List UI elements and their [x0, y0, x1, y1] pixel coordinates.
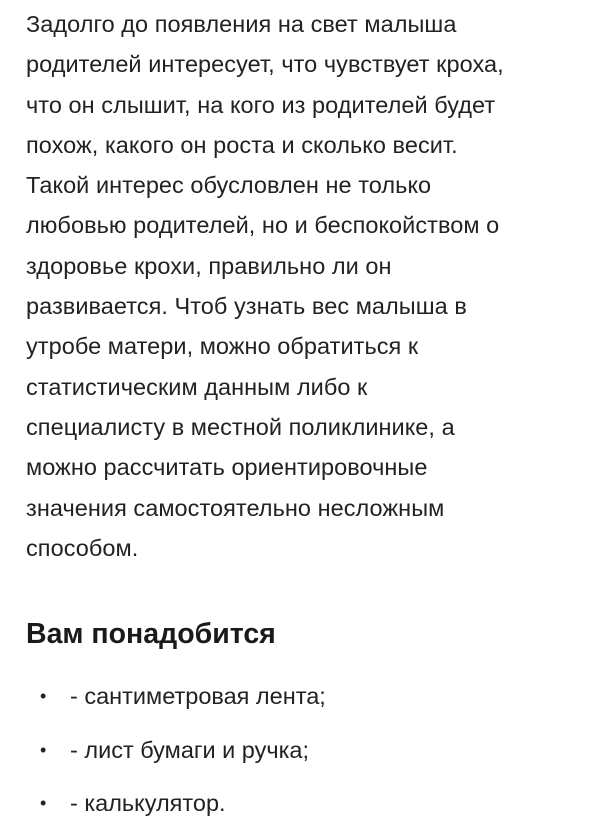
intro-line: родителей интересует, что чувствует кроха, — [26, 51, 504, 78]
intro-line: утробе матери, можно обратиться к — [26, 333, 419, 360]
intro-line: можно рассчитать ориентировочные — [26, 454, 428, 481]
intro-line: значения самостоятельно несложным — [26, 494, 445, 521]
intro-line: любовью родителей, но и беспокойством о — [26, 212, 500, 239]
bullet-icon: • — [40, 793, 47, 814]
intro-line: Такой интерес обусловлен не только — [26, 172, 432, 199]
intro-line: Задолго до появления на свет малыша — [26, 11, 457, 37]
intro-line: способом. — [26, 534, 139, 561]
intro-line: что он слышит, на кого из родителей будет — [26, 91, 496, 118]
list-item-text: - калькулятор. — [70, 790, 226, 817]
list-item — [26, 730, 574, 784]
intro-line: здоровье крохи, правильно ли он — [26, 252, 392, 279]
needs-list — [26, 676, 574, 837]
intro-line: похож, какого он роста и сколько весит. — [26, 131, 458, 158]
list-item-text: - лист бумаги и ручка; — [70, 736, 309, 763]
bullet-icon: • — [40, 686, 47, 707]
section-title: Вам понадобится — [26, 618, 276, 651]
list-item — [26, 783, 574, 837]
intro-line: статистическим данным либо к — [26, 373, 368, 400]
bullet-icon: • — [40, 739, 47, 760]
intro-line: специалисту в местной поликлинике, а — [26, 413, 455, 440]
list-item — [26, 676, 574, 730]
list-item-text: - сантиметровая лента; — [70, 683, 326, 710]
intro-line: развивается. Чтоб узнать вес малыша в — [26, 293, 467, 320]
intro-paragraph — [26, 4, 574, 568]
